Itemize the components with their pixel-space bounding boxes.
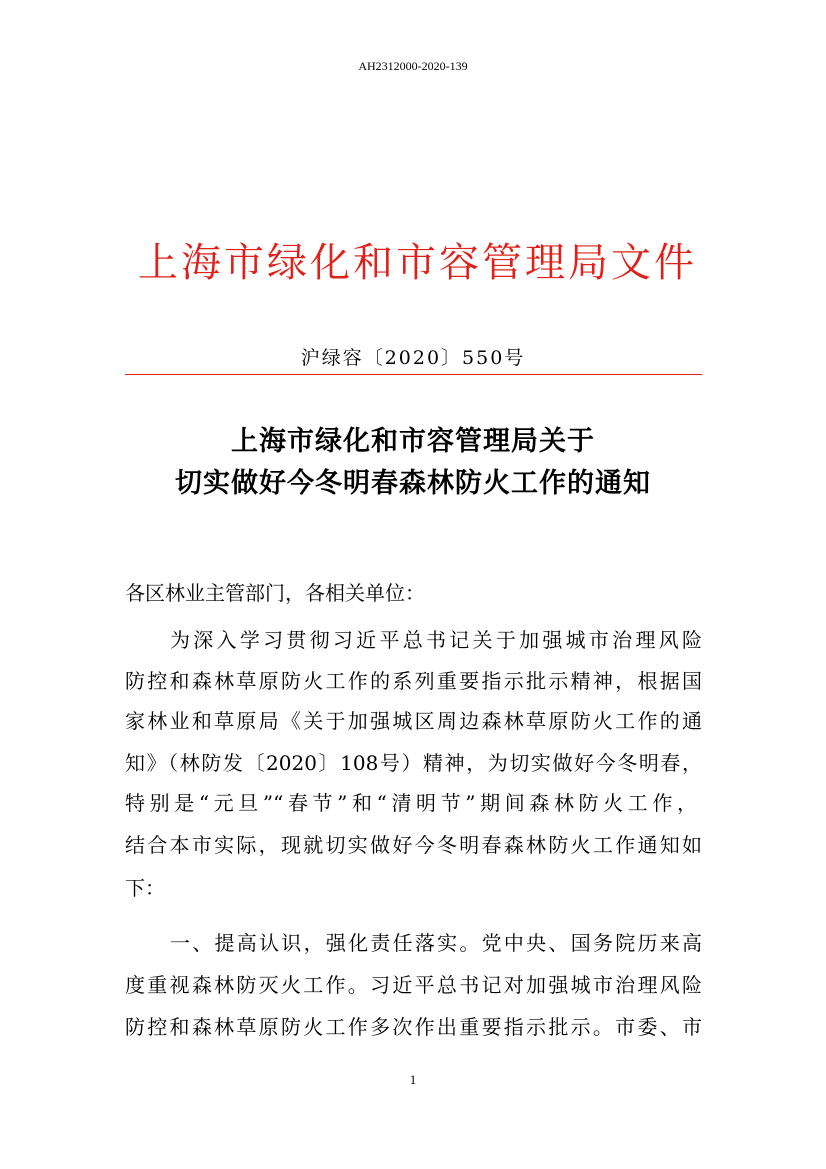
issuer-title: 上海市绿化和市容管理局文件 <box>138 240 694 286</box>
body-line: 防控和森林草原防火工作多次作出重要指示批示。市委、市 <box>125 1015 702 1039</box>
body-line: 一、提高认识，强化责任落实。党中央、国务院历来高 <box>170 931 702 955</box>
body-line: 知》（林防发〔2020〕108号）精神，为切实做好今冬明春， <box>125 751 702 775</box>
document-code: AH2312000-2020-139 <box>358 59 468 73</box>
document-number: 沪绿容〔2020〕550号 <box>300 347 526 369</box>
title-line-2: 切实做好今冬明春森林防火工作的通知 <box>175 468 651 499</box>
body-line: 下： <box>125 876 165 900</box>
body-line: 度重视森林防灭火工作。习近平总书记对加强城市治理风险 <box>125 973 702 997</box>
red-divider <box>125 374 702 375</box>
salutation: 各区林业主管部门，各相关单位： <box>125 581 425 605</box>
body-line: 家林业和草原局《关于加强城区周边森林草原防火工作的通 <box>125 709 702 733</box>
body-line: 为深入学习贯彻习近平总书记关于加强城市治理风险 <box>170 628 702 652</box>
body-line: 特别是“元旦”“春节”和“清明节”期间森林防火工作， <box>125 791 697 815</box>
body-line: 防控和森林草原防火工作的系列重要指示批示精神，根据国 <box>125 669 702 693</box>
body-line: 结合本市实际，现就切实做好今冬明春森林防火工作通知如 <box>125 833 702 857</box>
page-number: 1 <box>409 1072 417 1087</box>
title-line-1: 上海市绿化和市容管理局关于 <box>231 426 595 457</box>
